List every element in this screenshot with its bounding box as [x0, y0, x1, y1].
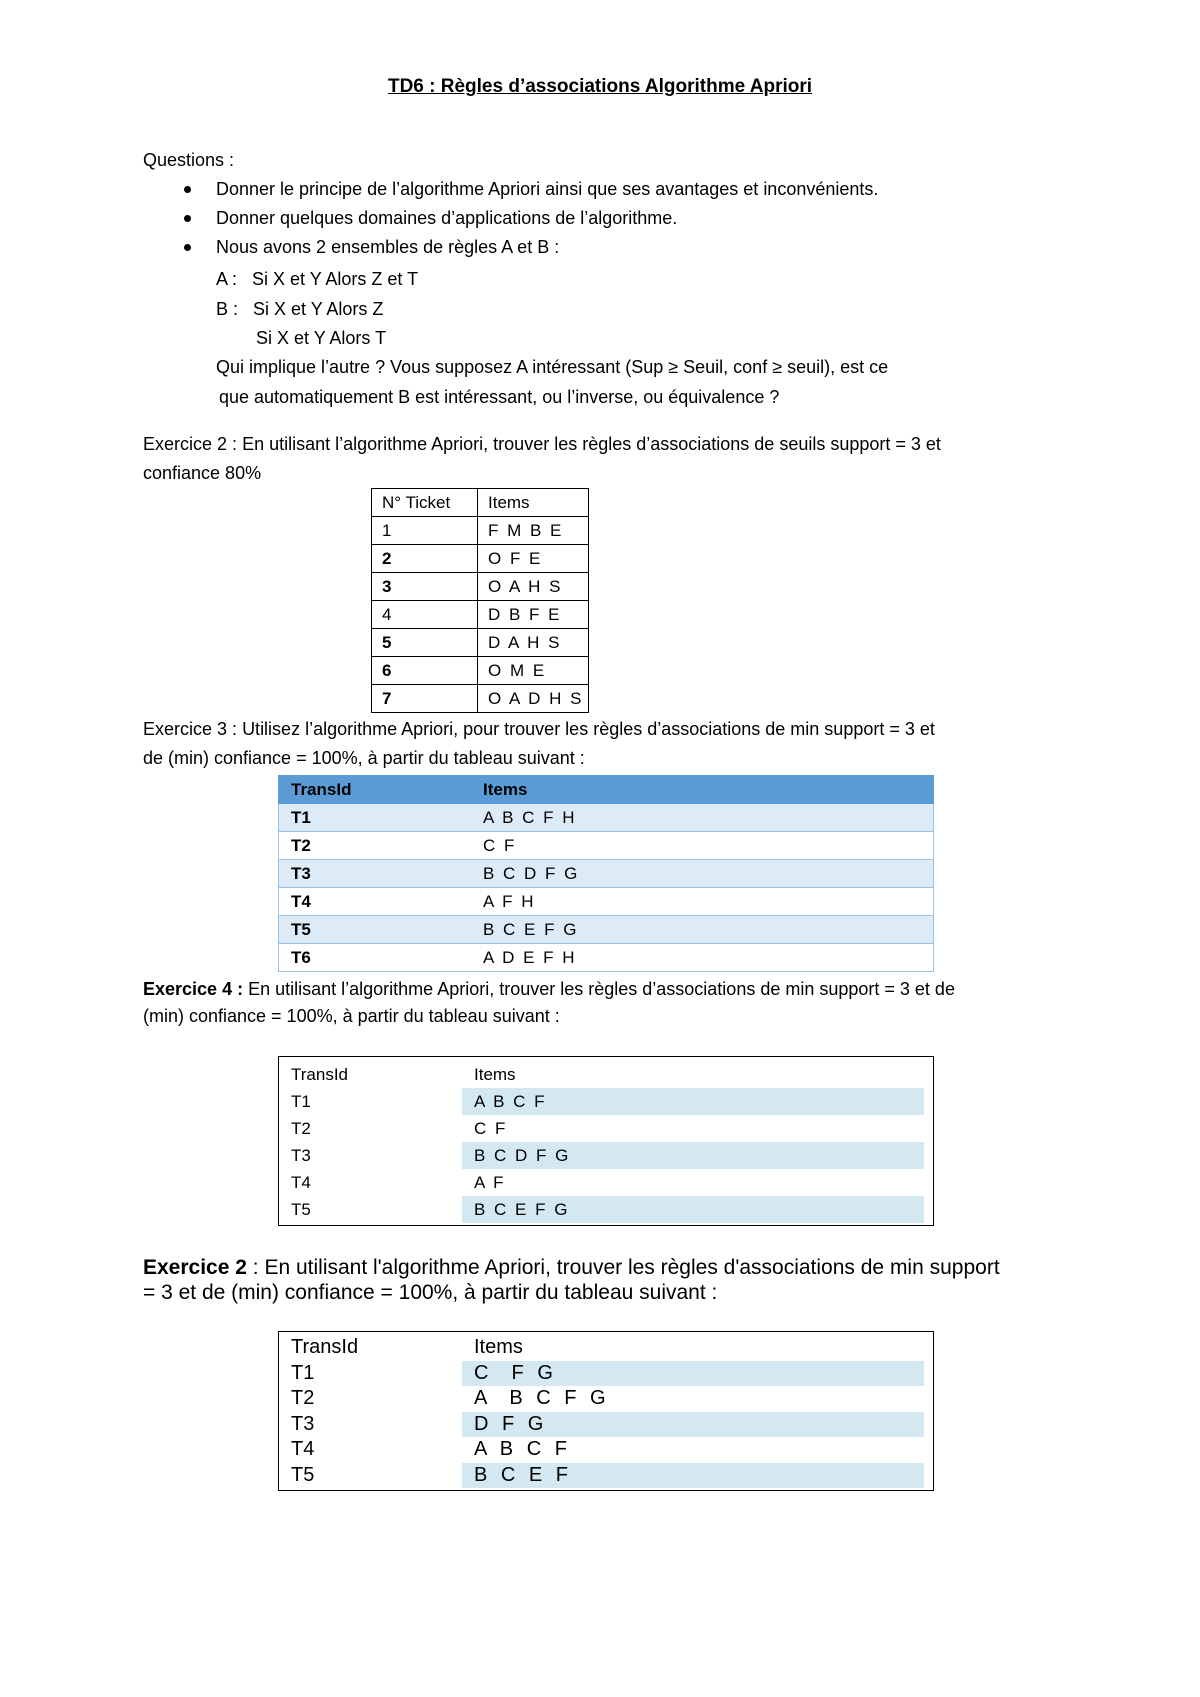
trans-items: A B C F	[462, 1088, 924, 1115]
table-header-row	[279, 1335, 924, 1361]
ex2b-label: Exercice 2	[143, 1256, 247, 1279]
table-row	[279, 944, 934, 972]
ticket-id: 3	[372, 573, 478, 601]
trans-items: B C D F G	[462, 1142, 924, 1169]
ticket-items: D B F E	[478, 601, 589, 629]
rule-b-2: Si X et Y Alors T	[256, 328, 387, 348]
trans-items: A D E F H	[471, 944, 934, 972]
table-header-cell: TransId	[291, 1064, 349, 1084]
trans-items: B C D F G	[471, 860, 934, 888]
table-row	[279, 1142, 924, 1169]
ex3-intro-line2: de (min) confiance = 100%, à partir du tableau suivant :	[143, 748, 585, 768]
table-row	[372, 629, 589, 657]
trans-items: B C E F G	[462, 1196, 924, 1223]
trans-items: B C E F	[462, 1463, 924, 1489]
table-row	[279, 832, 934, 860]
trans-id: T1	[291, 1091, 311, 1111]
ticket-items: F M B E	[478, 517, 589, 545]
table-header-cell: Items	[471, 776, 934, 804]
ticket-id: 1	[372, 517, 478, 545]
table-header-cell: N° Ticket	[372, 489, 478, 517]
question-item: Donner quelques domaines d’applications de l’algorithme.	[216, 208, 678, 228]
trans-items: A B C F	[474, 1438, 571, 1461]
ticket-items: O A H S	[478, 573, 589, 601]
ex4-table	[279, 1061, 924, 1223]
trans-id: T5	[279, 916, 472, 944]
ticket-id: 5	[372, 629, 478, 657]
table-row	[279, 860, 934, 888]
table-header-cell: Items	[478, 489, 589, 517]
ticket-id: 6	[372, 657, 478, 685]
trans-id: T6	[279, 944, 472, 972]
trans-id: T5	[291, 1463, 315, 1486]
trans-items: C F G	[462, 1361, 924, 1387]
table-row	[372, 545, 589, 573]
table-row	[279, 1412, 924, 1438]
ticket-id: 4	[372, 601, 478, 629]
trans-id: T1	[279, 804, 472, 832]
ticket-items: O A D H S	[478, 685, 589, 713]
table-row	[372, 685, 589, 713]
implies-question-line2: que automatiquement B est intéressant, ou l’inverse, ou équivalence ?	[219, 387, 780, 407]
ex4-intro-line1	[143, 978, 955, 1000]
trans-items: A B C F H	[471, 804, 934, 832]
table-header-cell: TransId	[291, 1336, 359, 1359]
ex2-intro-line2: confiance 80%	[143, 463, 262, 483]
table-row	[279, 1386, 924, 1412]
table-row	[279, 888, 934, 916]
table-row	[372, 601, 589, 629]
ex2-intro-line1	[143, 433, 941, 455]
rule-b-1: B : Si X et Y Alors Z	[216, 299, 384, 319]
implies-question-line1: Qui implique l’autre ? Vous supposez A intéressant (Sup ≥ Seuil, conf ≥ seuil), est ce	[216, 357, 889, 377]
ticket-id: 7	[372, 685, 478, 713]
trans-items: A F	[474, 1172, 506, 1192]
ticket-id: 2	[372, 545, 478, 573]
questions-heading: Questions :	[143, 150, 235, 170]
ticket-items: D A H S	[478, 629, 589, 657]
table-row	[279, 1169, 924, 1196]
table-row	[279, 1088, 924, 1115]
ex2b-intro-line1	[143, 1255, 1000, 1281]
ex3-label: Exercice 3 :	[143, 719, 238, 739]
ex3-intro-line1	[143, 718, 935, 740]
trans-id: T2	[291, 1387, 315, 1410]
ex2-table	[371, 488, 589, 713]
ticket-items: O F E	[478, 545, 589, 573]
table-row	[372, 573, 589, 601]
trans-items: B C E F G	[471, 916, 934, 944]
trans-id: T5	[291, 1199, 311, 1219]
table-header-cell: Items	[474, 1064, 516, 1084]
ex2b-table	[279, 1335, 924, 1488]
trans-id: T3	[291, 1145, 311, 1165]
ex2-label: Exercice 2 :	[143, 434, 238, 454]
trans-id: T2	[291, 1118, 311, 1138]
trans-items: C F	[474, 1118, 508, 1138]
ex4-text: En utilisant l’algorithme Apriori, trouver les règles d’associations de min support = 3 et de	[248, 979, 955, 999]
table-row	[279, 1196, 924, 1223]
table-row	[279, 804, 934, 832]
ex2b-intro-line2: = 3 et de (min) confiance = 100%, à partir du tableau suivant :	[143, 1281, 718, 1304]
table-header-cell: Items	[474, 1336, 523, 1359]
ex2b-text: : En utilisant l'algorithme Apriori, trouver les règles d'associations de min support	[252, 1256, 1000, 1279]
trans-id: T3	[291, 1412, 315, 1435]
trans-id: T4	[279, 888, 472, 916]
rule-a: A : Si X et Y Alors Z et T	[216, 269, 419, 289]
ex4-intro-line2: (min) confiance = 100%, à partir du tableau suivant :	[143, 1006, 560, 1026]
table-header-row	[372, 489, 589, 517]
trans-id: T2	[279, 832, 472, 860]
bullet-icon	[184, 186, 191, 193]
table-row	[372, 657, 589, 685]
trans-items: A F H	[471, 888, 934, 916]
table-row	[279, 1361, 924, 1387]
table-row	[279, 1437, 924, 1463]
table-header-row	[279, 776, 934, 804]
table-header-cell: TransId	[279, 776, 472, 804]
ticket-items: O M E	[478, 657, 589, 685]
table-header-row	[279, 1061, 924, 1088]
ex3-text: Utilisez l’algorithme Apriori, pour trouver les règles d’associations de min support = 3 et	[242, 719, 935, 739]
ex4-label: Exercice 4 :	[143, 979, 244, 999]
table-row	[279, 1463, 924, 1489]
ex2-text: En utilisant l’algorithme Apriori, trouver les règles d’associations de seuils support = 3 et	[242, 434, 941, 454]
trans-id: T4	[291, 1172, 311, 1192]
page-title: TD6 : Règles d’associations Algorithme Apriori	[387, 76, 813, 97]
trans-items: C F	[471, 832, 934, 860]
trans-items: D F G	[462, 1412, 924, 1438]
bullet-icon	[184, 244, 191, 251]
table-row	[372, 517, 589, 545]
trans-items: A B C F G	[474, 1387, 610, 1410]
trans-id: T1	[291, 1361, 315, 1384]
table-row	[279, 916, 934, 944]
trans-id: T3	[279, 860, 472, 888]
bullet-icon	[184, 215, 191, 222]
question-item: Donner le principe de l’algorithme Apriori ainsi que ses avantages et inconvénients.	[216, 179, 879, 199]
ex3-table	[278, 775, 934, 972]
table-row	[279, 1115, 924, 1142]
trans-id: T4	[291, 1438, 315, 1461]
question-item: Nous avons 2 ensembles de règles A et B :	[216, 237, 560, 257]
